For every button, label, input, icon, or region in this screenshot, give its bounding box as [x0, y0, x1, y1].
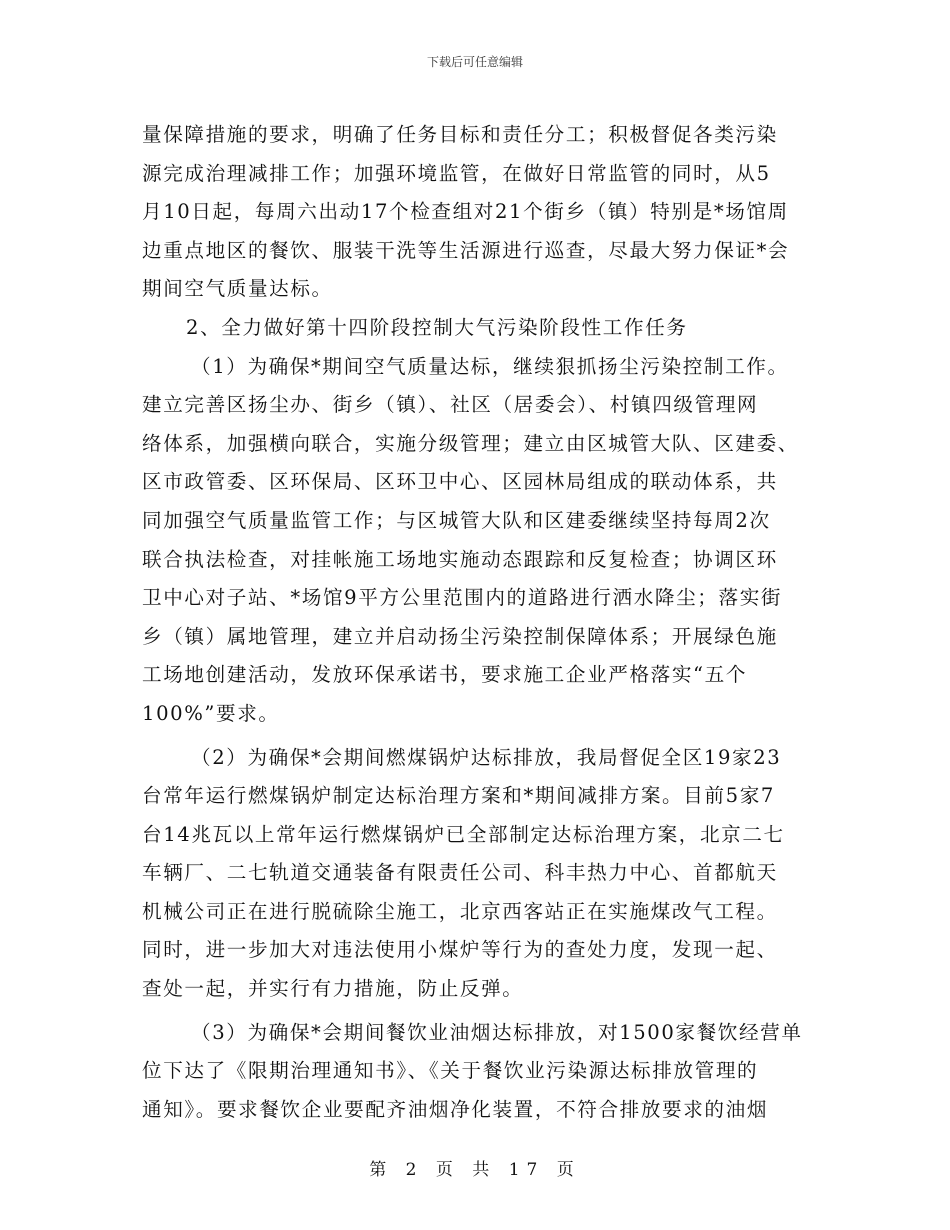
text-line: 源完成治理减排工作；加强环境监管，在做好日常监管的同时，从5 — [142, 161, 771, 185]
text-line: 同时，进一步加大对违法使用小煤炉等行为的查处力度，发现一起、 — [142, 938, 778, 962]
text-line: 100%”要求。 — [142, 701, 280, 725]
document-body — [142, 116, 810, 1129]
paragraph-3 — [142, 739, 810, 1009]
page-header: 下载后可任意编辑 — [426, 55, 523, 69]
text-line: 位下达了《限期治理通知书》、《关于餐饮业污染源达标排放管理的 — [142, 1059, 759, 1083]
text-line: 期间空气质量达标。 — [142, 277, 333, 301]
text-line: 络体系，加强横向联合，实施分级管理；建立由区城管大队、区建委、 — [142, 431, 800, 455]
text-line: 建立完善区扬尘办、街乡（镇）、社区（居委会）、村镇四级管理网 — [142, 393, 759, 417]
text-line: 联合执法检查，对挂帐施工场地实施动态跟踪和反复检查；协调区环 — [142, 547, 778, 571]
text-line: 量保障措施的要求，明确了任务目标和责任分工；积极督促各类污染 — [142, 123, 778, 146]
text-line: 工场地创建活动，发放环保承诺书，要求施工企业严格落实“五个 — [142, 663, 748, 687]
paragraph-2 — [142, 348, 810, 734]
text-line: 月10日起，每周六出动17个检查组对21个街乡（镇）特别是*场馆周 — [142, 200, 789, 224]
text-line: （2）为确保*会期间燃煤锅炉达标排放，我局督促全区19家23 — [191, 745, 782, 769]
text-line: 台常年运行燃煤锅炉制定达标治理方案和*期间减排方案。目前5家7 — [142, 784, 775, 808]
text-line: 乡（镇）属地管理，建立并启动扬尘污染控制保障体系；开展绿色施 — [142, 624, 778, 648]
text-line: 车辆厂、二七轨道交通装备有限责任公司、科丰热力中心、首都航天 — [142, 861, 778, 885]
text-line: （3）为确保*会期间餐饮业油烟达标排放，对1500家餐饮经营单 — [191, 1020, 803, 1044]
paragraph-4 — [142, 1014, 810, 1130]
text-line: 卫中心对子站、*场馆9平方公里范围内的道路进行洒水降尘；落实街 — [142, 586, 783, 610]
text-line: 查处一起，并实行有力措施，防止反弹。 — [142, 977, 524, 1001]
section-heading: 2、全力做好第十四阶段控制大气污染阶段性工作任务 — [186, 315, 688, 339]
text-line: 边重点地区的餐饮、服装干洗等生活源进行巡查，尽最大努力保证*会 — [142, 238, 790, 262]
text-line: 通知》。要求餐饮企业要配齐油烟净化装置，不符合排放要求的油烟 — [142, 1097, 769, 1121]
text-line: 台14兆瓦以上常年运行燃煤锅炉已全部制定达标治理方案，北京二七 — [142, 822, 785, 846]
page-number-footer: 第 2 页 共 17 页 — [369, 1160, 581, 1180]
text-line: 机械公司正在进行脱硫除尘施工，北京西客站正在实施煤改气工程。 — [142, 899, 778, 923]
text-line: 区市政管委、区环保局、区环卫中心、区园林局组成的联动体系，共 — [142, 470, 778, 494]
text-line: 同加强空气质量监管工作；与区城管大队和区建委继续坚持每周2次 — [142, 508, 771, 532]
text-line: （1）为确保*期间空气质量达标，继续狠抓扬尘污染控制工作。 — [191, 354, 789, 378]
paragraph-1 — [142, 116, 810, 309]
